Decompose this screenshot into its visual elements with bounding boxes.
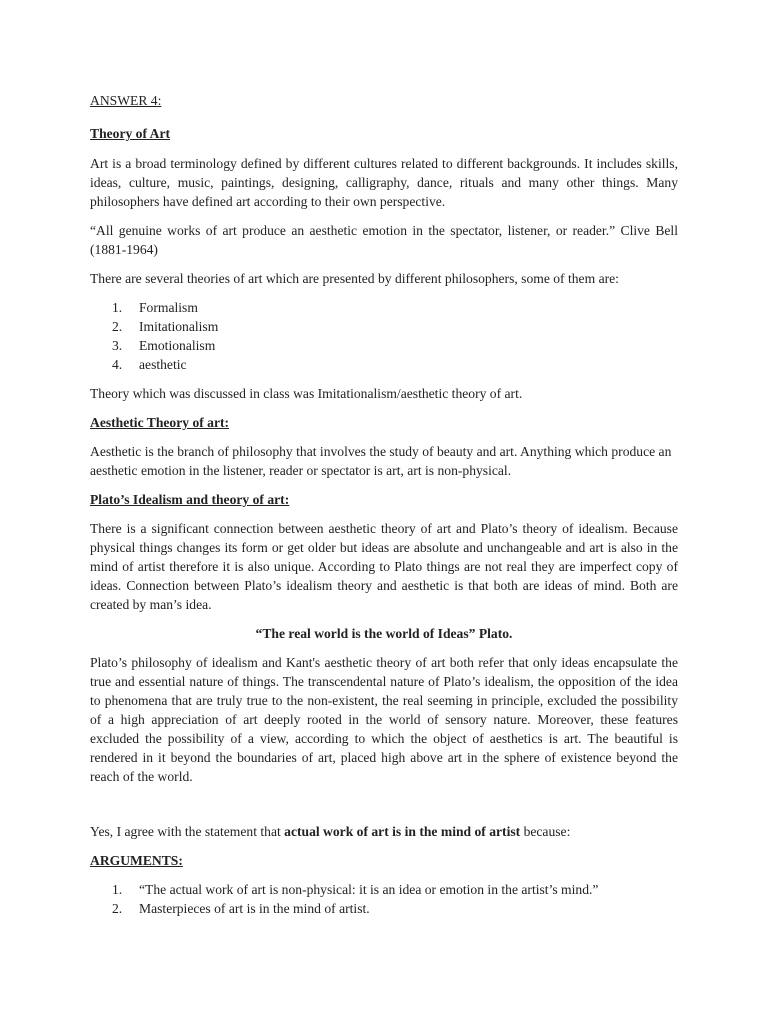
- list-item: 2. Imitationalism: [112, 319, 219, 334]
- heading-aesthetic-theory: Aesthetic Theory of art:: [90, 415, 230, 430]
- list-item-label: “The actual work of art is non-physical: it is an idea or emotion in the artist’s mind.”: [139, 882, 599, 897]
- list-item: 2. Masterpieces of art is in the mind of artist.: [112, 901, 370, 916]
- bell-quote: “All genuine works of art produce an aesthetic emotion in the spectator, listener, or reader.” Clive Bell (1881-1964): [90, 223, 678, 257]
- list-item-label: aesthetic: [139, 357, 187, 372]
- aesthetic-paragraph: Aesthetic is the branch of philosophy that involves the study of beauty and art. Anything which produce an aesthetic emotion in the listener, reader or spectator is art, art is non-physical.: [90, 444, 672, 478]
- answer-title: ANSWER 4:: [90, 93, 162, 108]
- list-item: 4. aesthetic: [112, 357, 187, 372]
- list-item-label: Masterpieces of art is in the mind of artist.: [139, 901, 370, 916]
- theories-list: [90, 298, 678, 374]
- heading-theory-of-art: Theory of Art: [90, 126, 171, 141]
- list-item-label: Formalism: [139, 300, 198, 315]
- intro-paragraph: Art is a broad terminology defined by different cultures related to different backgrounds. It includes skills, ideas, culture, music, paintings, designing, calligraphy, dance, rituals and many other things. Many philosophers have defined art according to their own perspective.: [90, 156, 678, 209]
- class-theory-sentence: Theory which was discussed in class was Imitationalism/aesthetic theory of art.: [90, 386, 523, 401]
- theories-intro: There are several theories of art which are presented by different philosophers, some of them are:: [90, 271, 619, 286]
- agree-statement-bold: actual work of art is in the mind of artist: [284, 824, 521, 839]
- list-item: 1. “The actual work of art is non-physical: it is an idea or emotion in the artist’s mind.”: [112, 882, 599, 897]
- document-body: [90, 91, 678, 918]
- list-item-label: Imitationalism: [139, 319, 219, 334]
- list-item: 3. Emotionalism: [112, 338, 216, 353]
- arguments-list: [90, 880, 678, 918]
- heading-plato-idealism: Plato’s Idealism and theory of art:: [90, 492, 290, 507]
- plato-quote: “The real world is the world of Ideas” Plato.: [255, 626, 513, 641]
- list-item: 1. Formalism: [112, 300, 198, 315]
- list-item-label: Emotionalism: [139, 338, 216, 353]
- plato-paragraph: There is a significant connection between aesthetic theory of art and Plato’s theory of idealism. Because physical things changes its form or get older but ideas are absolute and unchangeable and art is also in the mind of artist therefore it is also unique. According to Plato things are not real they are imperfect copy of ideas. Connection between Plato’s idealism theory and aesthetic is that both are ideas of mind. Both are created by man’s idea.: [90, 521, 678, 612]
- kant-paragraph: Plato’s philosophy of idealism and Kant's aesthetic theory of art both refer that only ideas encapsulate the true and essential nature of things. The transcendental nature of Plato’s idealism, the opposition of the idea to phenomena that are truly true to the non-existent, the real seeming in principle, excluded the possibility of a high appreciation of art deeply rooted in the world of sensory nature. Moreover, these features excluded the possibility of a view, according to which the object of aesthetics is art. The beautiful is rendered in it beyond the boundaries of art, placed high above art in the sphere of existence beyond the reach of the world.: [90, 655, 678, 784]
- heading-arguments: ARGUMENTS:: [90, 853, 183, 868]
- agree-statement: Yes, I agree with the statement that actual work of art is in the mind of artist because:: [90, 824, 571, 839]
